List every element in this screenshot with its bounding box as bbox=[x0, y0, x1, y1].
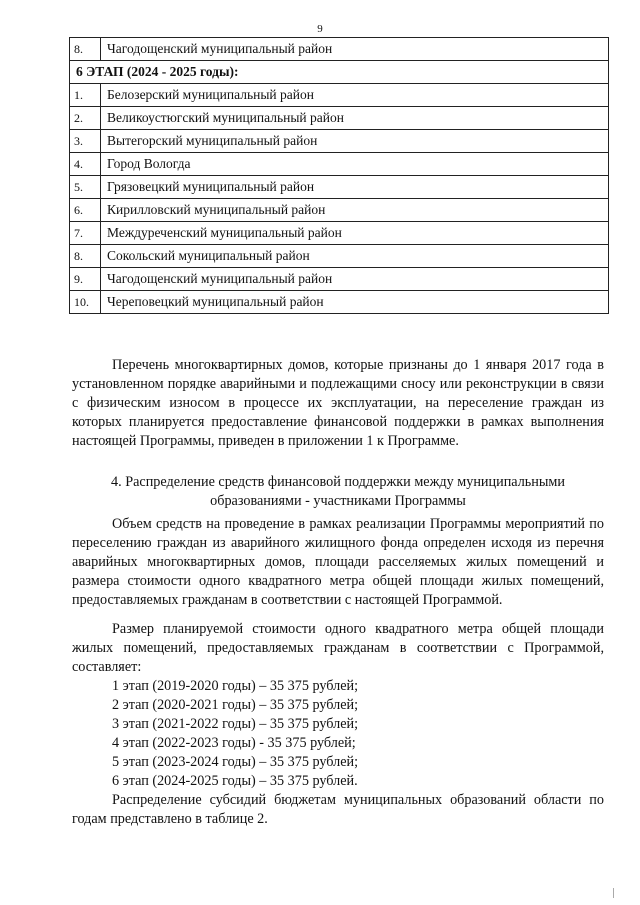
paragraph-apartment-list bbox=[72, 356, 604, 451]
municipality-name: Вытегорский муниципальный район bbox=[101, 130, 609, 153]
table-row bbox=[70, 222, 609, 245]
table-row bbox=[70, 245, 609, 268]
municipality-table bbox=[69, 37, 609, 314]
table-row bbox=[70, 130, 609, 153]
municipality-name: Чагодощенский муниципальный район bbox=[101, 268, 609, 291]
municipality-name: Череповецкий муниципальный район bbox=[101, 291, 609, 314]
section-heading-line1: 4. Распределение средств финансовой поддержки между муниципальными bbox=[111, 474, 565, 490]
paragraph-text: Объем средств на проведение в рамках реализации Программы мероприятий по переселению граждан из аварийного жилищного фонда определен исходя из перечня аварийных многоквартирных домов, площади расселяемых жилых помещений и размера стоимости одного квадратного метра общей площади жилых помещений, предоставляемых гражданам в соответствии с настоящей Программой. bbox=[72, 516, 604, 608]
page-number: 9 bbox=[317, 23, 323, 35]
section-heading-line2: образованиями - участниками Программы bbox=[210, 492, 466, 509]
row-number: 6. bbox=[70, 199, 101, 222]
row-number: 3. bbox=[70, 130, 101, 153]
municipality-name: Великоустюгский муниципальный район bbox=[101, 107, 609, 130]
table-row bbox=[70, 268, 609, 291]
row-number: 8. bbox=[70, 38, 101, 61]
row-number: 9. bbox=[70, 268, 101, 291]
scan-mark bbox=[613, 888, 614, 898]
row-number: 7. bbox=[70, 222, 101, 245]
municipality-name: Грязовецкий муниципальный район bbox=[101, 176, 609, 199]
stage-cost-list bbox=[72, 677, 604, 790]
municipality-name: Город Вологда bbox=[101, 153, 609, 176]
municipality-name: Сокольский муниципальный район bbox=[101, 245, 609, 268]
stage-cost-item: 4 этап (2022-2023 годы) - 35 375 рублей; bbox=[112, 734, 356, 751]
paragraph-subsidy-distribution bbox=[72, 791, 604, 829]
municipality-name: Чагодощенский муниципальный район bbox=[101, 38, 609, 61]
table-row bbox=[70, 291, 609, 314]
stage-cost-item: 5 этап (2023-2024 годы) – 35 375 рублей; bbox=[112, 753, 359, 770]
paragraph-text: Распределение субсидий бюджетам муниципальных образований области по годам представлено в таблице 2. bbox=[72, 792, 604, 827]
row-number: 10. bbox=[70, 291, 101, 314]
section-heading bbox=[72, 473, 604, 511]
table-row bbox=[70, 38, 609, 61]
row-number: 8. bbox=[70, 245, 101, 268]
municipality-name: Междуреченский муниципальный район bbox=[101, 222, 609, 245]
municipality-name: Кирилловский муниципальный район bbox=[101, 199, 609, 222]
row-number: 2. bbox=[70, 107, 101, 130]
stage-header-row bbox=[70, 61, 609, 84]
paragraph-text: Перечень многоквартирных домов, которые признаны до 1 января 2017 года в установленном порядке аварийными и подлежащими сносу или реконструкции в связи с физическим износом в процессе их эксплуатации, на переселение граждан из которых планируется предоставление финансовой поддержки в рамках выполнения настоящей Программы, приведен в приложении 1 к Программе. bbox=[72, 357, 604, 449]
paragraph-cost-per-meter bbox=[72, 620, 604, 677]
paragraph-funding-volume bbox=[72, 515, 604, 610]
row-number: 5. bbox=[70, 176, 101, 199]
paragraph-text: Размер планируемой стоимости одного квадратного метра общей площади жилых помещений, предоставляемых гражданам в соответствии с Программой, составляет: bbox=[72, 621, 604, 675]
stage-cost-item: 6 этап (2024-2025 годы) – 35 375 рублей. bbox=[112, 772, 358, 789]
row-number: 1. bbox=[70, 84, 101, 107]
stage-header: 6 ЭТАП (2024 - 2025 годы): bbox=[70, 61, 609, 84]
stage-cost-item: 3 этап (2021-2022 годы) – 35 375 рублей; bbox=[112, 715, 359, 732]
table-row bbox=[70, 107, 609, 130]
stage-cost-item: 1 этап (2019-2020 годы) – 35 375 рублей; bbox=[112, 678, 359, 694]
table-row bbox=[70, 153, 609, 176]
municipality-name: Белозерский муниципальный район bbox=[101, 84, 609, 107]
row-number: 4. bbox=[70, 153, 101, 176]
table-row bbox=[70, 84, 609, 107]
stage-cost-item: 2 этап (2020-2021 годы) – 35 375 рублей; bbox=[112, 696, 359, 713]
table-row bbox=[70, 176, 609, 199]
table-row bbox=[70, 199, 609, 222]
